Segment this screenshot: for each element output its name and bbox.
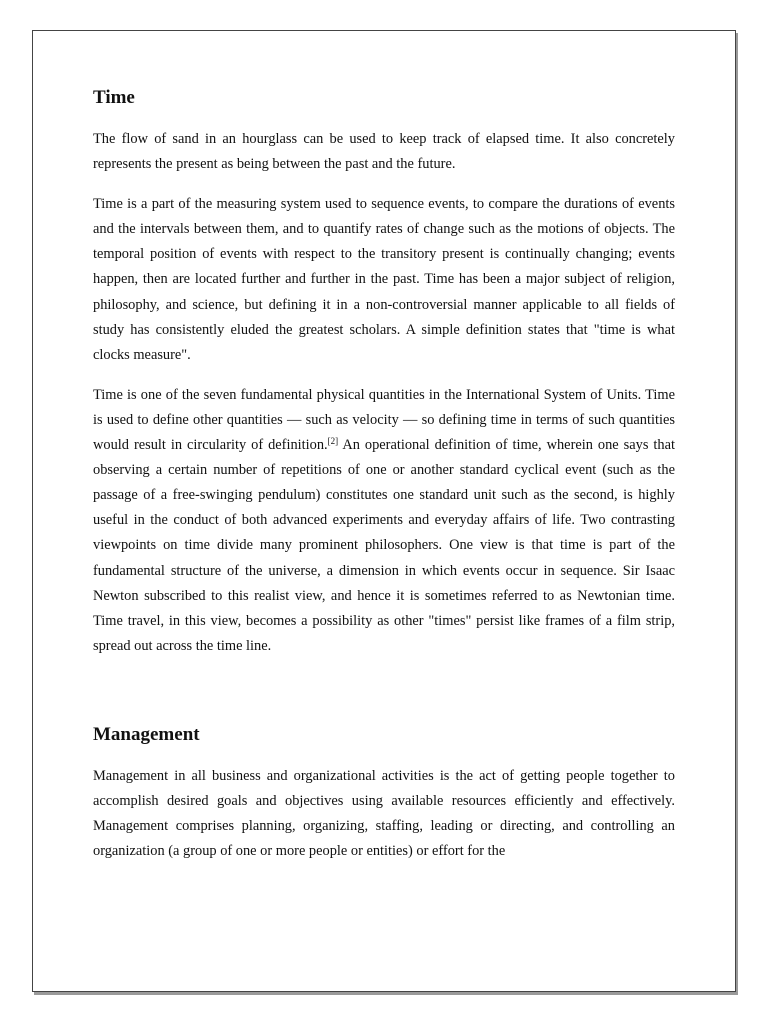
heading-time: Time [93, 87, 135, 108]
document-content [93, 84, 675, 879]
time-paragraph-3-part-1: Time is one of the seven fundamental physical quantities in the International System of Units. Time is used to define other quantities — such as velocity — so defining time in terms of such quantities would result in circularity of definition. [93, 386, 675, 454]
time-paragraph-1: The flow of sand in an hourglass can be used to keep track of elapsed time. It also concretely represents the present as being between the past and the future. [93, 131, 675, 173]
heading-management: Management [93, 723, 200, 745]
citation-2[interactable]: [2] [327, 436, 339, 447]
time-paragraph-2: Time is a part of the measuring system used to sequence events, to compare the durations of events and the intervals between them, and to quantify rates of change such as the motions of objects. The temporal position of events with respect to the transitory present is continually changing; events happen, then are located further and further in the past. Time has been a major subject of religion, philosophy, and science, but defining it in a non-controversial manner applicable to all fields of study has consistently eluded the greatest scholars. A simple definition states that "time is what clocks measure". [93, 196, 675, 363]
management-paragraph-1: Management in all business and organizational activities is the act of getting people together to accomplish desired goals and objectives using available resources efficiently and effectively. Management comprises planning, organizing, staffing, leading or directing, and controlling an organization (a group of one or more people or entities) or effort for the [93, 767, 675, 860]
time-paragraph-3-part-2: An operational definition of time, wherein one says that observing a certain number of repetitions of one or another standard cyclical event (such as the passage of a free-swinging pendulum) constitutes one standard unit such as the second, is highly useful in the conduct of both advanced experiments and everyday affairs of life. Two contrasting viewpoints on time divide many prominent philosophers. One view is that time is part of the fundamental structure of the universe, a dimension in which events occur in sequence. Sir Isaac Newton subscribed to this realist view, and hence it is sometimes referred to as Newtonian time. Time travel, in this view, becomes a possibility as other "times" persist like frames of a film strip, spread out across the time line. [93, 437, 675, 654]
time-paragraph-3 [93, 383, 675, 659]
